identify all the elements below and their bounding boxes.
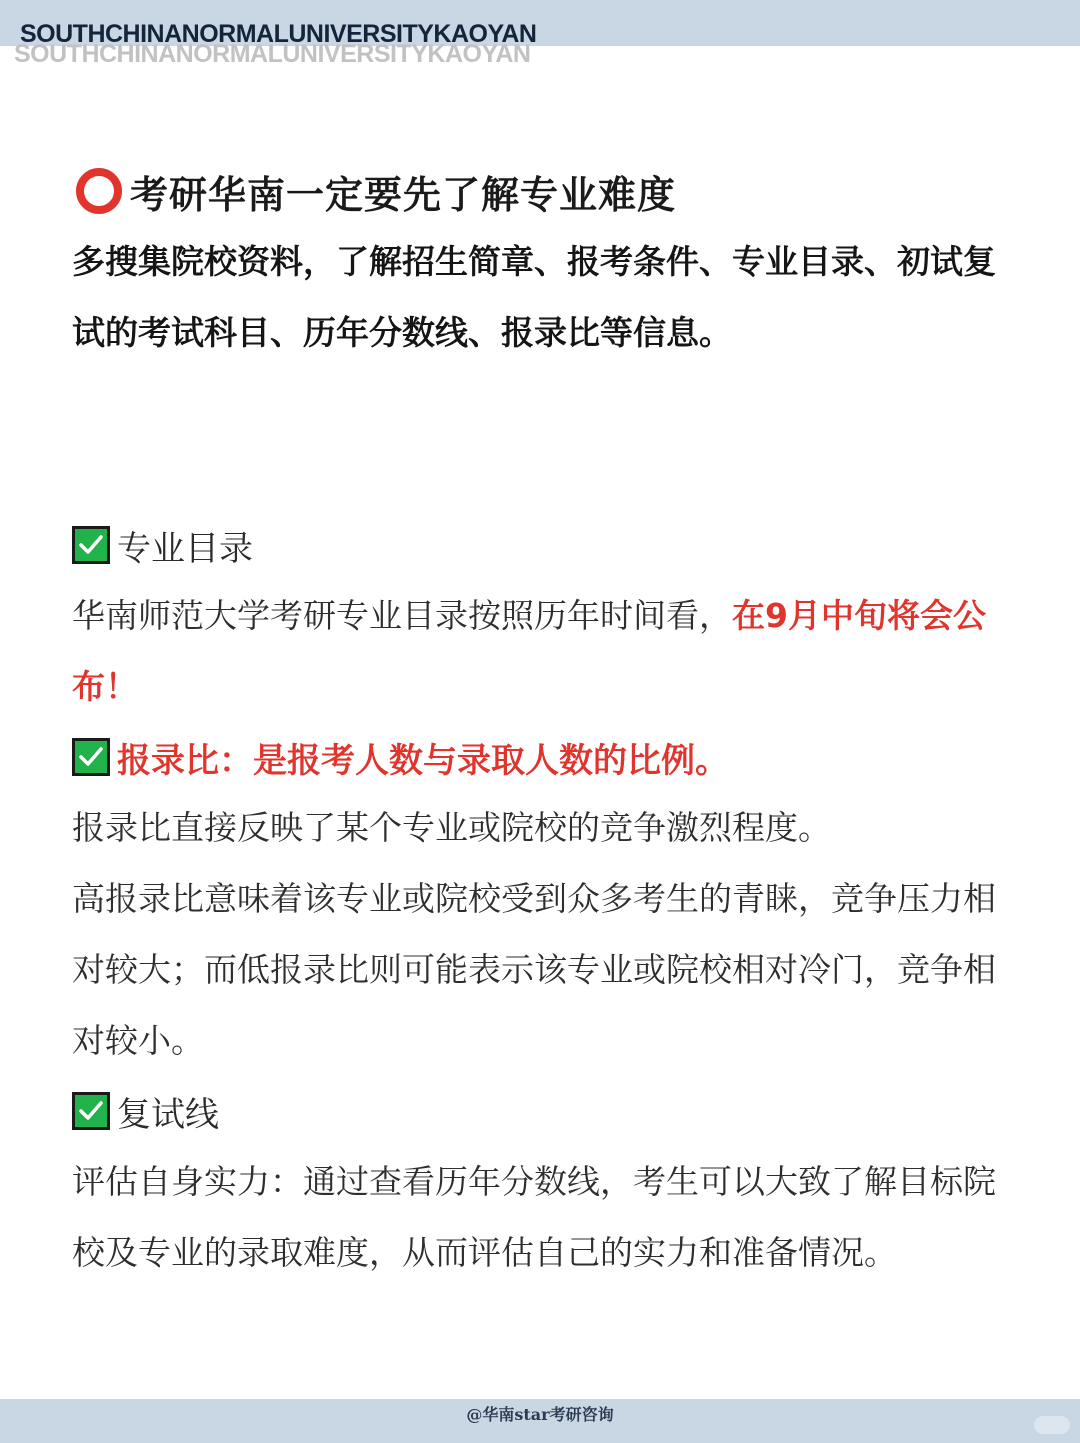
section-retest-line bbox=[72, 1076, 1012, 1288]
green-check-icon bbox=[72, 1092, 110, 1130]
banner-watermark: SOUTHCHINANORMALUNIVERSITYKAOYAN bbox=[20, 20, 537, 48]
section-heading-row bbox=[72, 1076, 1012, 1146]
intro-paragraph: 多搜集院校资料，了解招生简章、报考条件、专业目录、初试复试的考试科目、历年分数线、报录比等信息。 bbox=[72, 242, 996, 352]
section-heading: 复试线 bbox=[117, 1094, 219, 1135]
green-check-icon bbox=[72, 526, 110, 564]
section-heading-row bbox=[72, 722, 1012, 792]
section-heading-row bbox=[72, 510, 1012, 580]
main-content bbox=[72, 160, 1012, 1288]
section-heading: 报录比：是报考人数与录取人数的比例。 bbox=[117, 740, 729, 781]
red-ring-icon bbox=[76, 168, 122, 214]
footer-pill bbox=[1034, 1416, 1070, 1434]
section-major-catalog bbox=[72, 510, 1012, 722]
title-row bbox=[72, 160, 1012, 222]
page-title: 考研华南一定要先了解专业难度 bbox=[130, 172, 677, 217]
section-admission-ratio bbox=[72, 722, 1012, 1076]
section-heading: 专业目录 bbox=[117, 528, 253, 569]
section-paragraph: 评估自身实力：通过查看历年分数线，考生可以大致了解目标院校及专业的录取难度，从而评估自己的实力和准备情况。 bbox=[72, 1162, 996, 1272]
green-check-icon bbox=[72, 738, 110, 776]
section-paragraph: 报录比直接反映了某个专业或院校的竞争激烈程度。 bbox=[72, 808, 831, 847]
footer-credit: @华南star考研咨询 bbox=[466, 1405, 614, 1424]
spacer bbox=[72, 368, 1012, 510]
banner-watermark-shadow: SOUTHCHINANORMALUNIVERSITYKAOYAN bbox=[14, 40, 531, 68]
body-text: 华南师范大学考研专业目录按照历年时间看， bbox=[72, 596, 732, 635]
highlight-text: 在9月中旬将会公布！ bbox=[72, 596, 986, 706]
section-body bbox=[72, 580, 1012, 722]
section-paragraph: 高报录比意味着该专业或院校受到众多考生的青睐，竞争压力相对较大；而低报录比则可能表示该专业或院校相对冷门，竞争相对较小。 bbox=[72, 879, 996, 1060]
